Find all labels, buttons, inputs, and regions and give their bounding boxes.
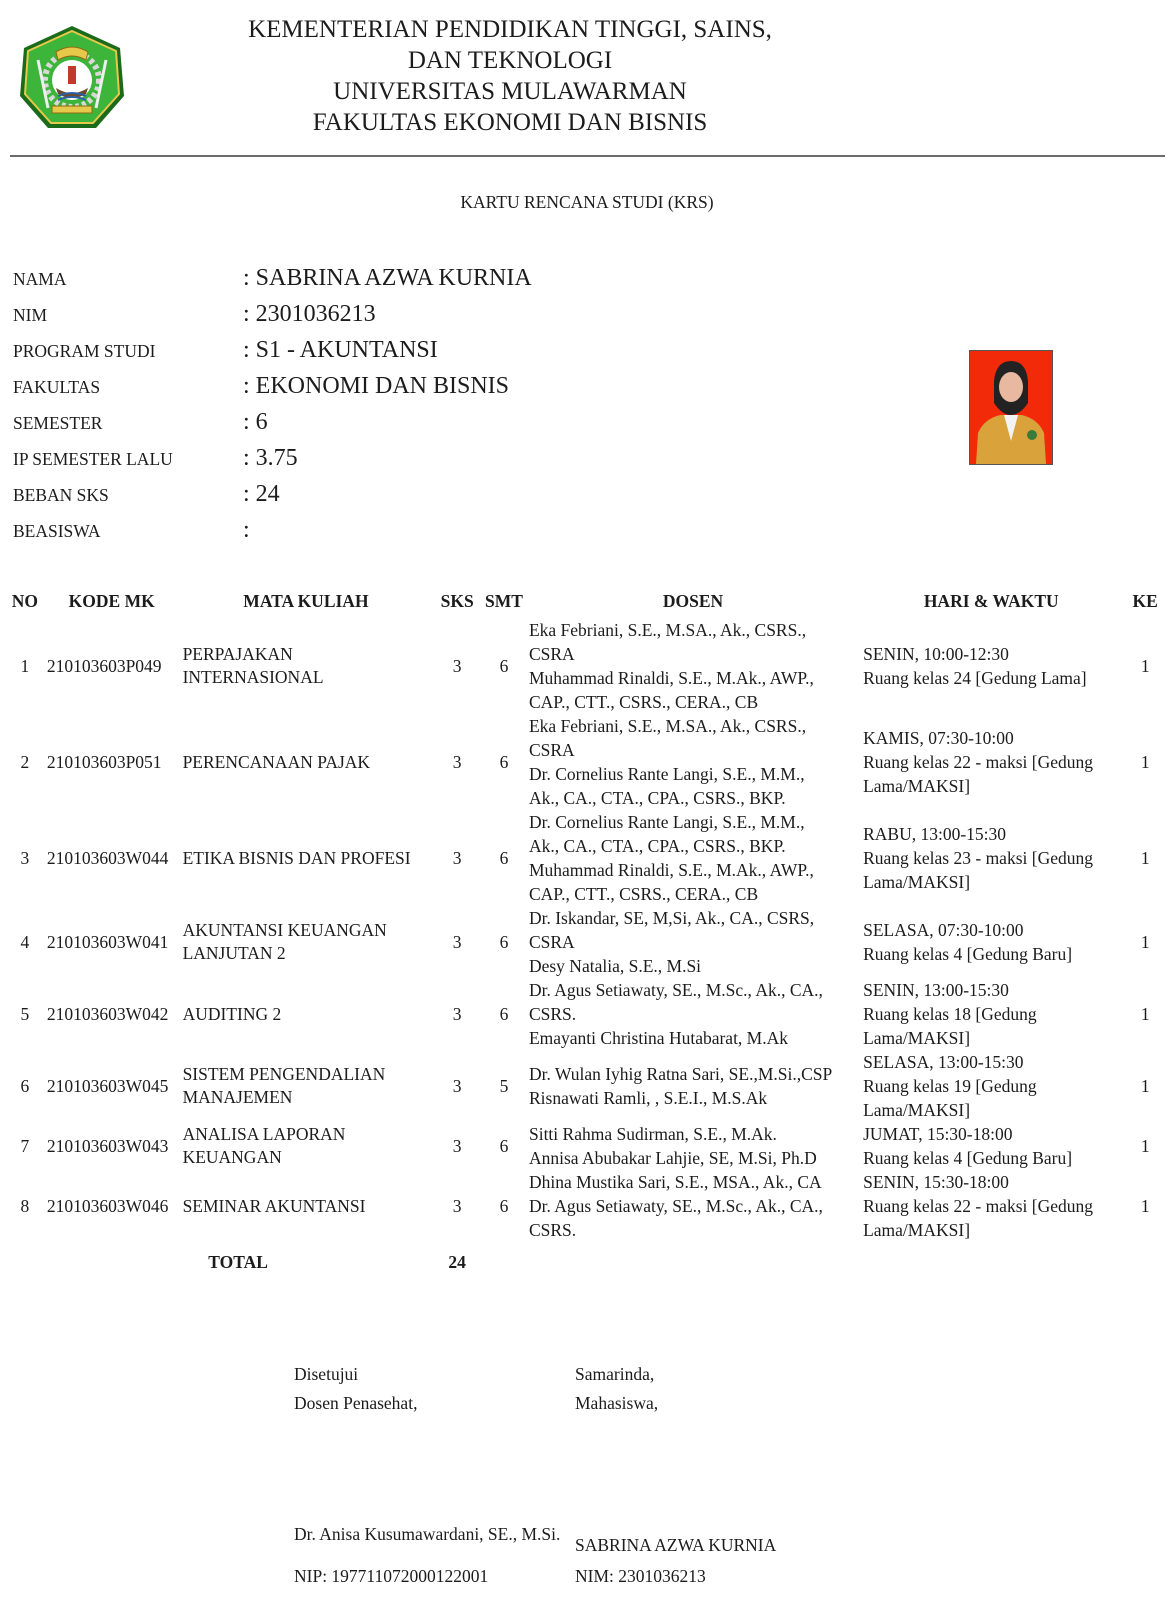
row-no: 8: [20, 1196, 30, 1216]
institution-header: [190, 14, 830, 138]
course-name: [180, 978, 433, 1050]
schedule: [860, 714, 1122, 810]
course-semester: 6: [499, 1196, 509, 1216]
lecturers: [526, 810, 860, 906]
student-signature-block: [575, 1360, 658, 1418]
header-sks: SKS: [440, 590, 474, 611]
student-signature-nim: NIM: 2301036213: [575, 1566, 706, 1586]
schedule-line: Ruang kelas 23 - maksi [Gedung: [863, 848, 1093, 868]
course-name: [180, 714, 433, 810]
course-sks: 3: [452, 1196, 462, 1216]
schedule-line: Ruang kelas 19 [Gedung: [863, 1076, 1037, 1096]
schedule-line: Ruang kelas 18 [Gedung: [863, 1004, 1037, 1024]
info-label: PROGRAM STUDI: [13, 341, 156, 361]
total-sks: 24: [448, 1252, 466, 1272]
row-no: 6: [20, 1076, 30, 1096]
row-no: 5: [20, 1004, 30, 1024]
course-code: 210103603W042: [46, 1004, 169, 1024]
course-name: [180, 906, 433, 978]
course-code: 210103603W046: [46, 1196, 169, 1216]
course-semester: 6: [499, 656, 509, 676]
info-value: : 3.75: [243, 445, 298, 471]
course-name-line: AKUNTANSI KEUANGAN: [182, 920, 387, 940]
course-name-line: PERENCANAAN PAJAK: [182, 751, 371, 772]
lecturer-line: Dr. Iskandar, SE, M,Si, Ak., CA., CSRS,: [528, 908, 815, 928]
course-name-line: ETIKA BISNIS DAN PROFESI: [182, 847, 411, 868]
info-label: NAMA: [13, 269, 67, 289]
meeting-count: 1: [1140, 1196, 1150, 1216]
student-signature-name: SABRINA AZWA KURNIA: [575, 1535, 777, 1555]
info-value: : 24: [243, 481, 280, 507]
schedule-line: Lama/MAKSI]: [863, 1220, 971, 1240]
schedule-line: Ruang kelas 22 - maksi [Gedung: [863, 752, 1093, 772]
header-line-ministry-1: KEMENTERIAN PENDIDIKAN TINGGI, SAINS,: [248, 16, 772, 43]
lecturer-line: CSRS.: [528, 1220, 577, 1240]
table-row: [6, 714, 1168, 810]
schedule-line: KAMIS, 07:30-10:00: [863, 728, 1014, 748]
meeting-count: 1: [1140, 656, 1150, 676]
meeting-count: 1: [1140, 1004, 1150, 1024]
row-no: 7: [20, 1136, 30, 1156]
course-table: [6, 588, 1168, 1274]
student-role: Mahasiswa,: [575, 1393, 659, 1413]
schedule: [860, 906, 1122, 978]
student-photo: [969, 350, 1053, 465]
schedule-line: Ruang kelas 4 [Gedung Baru]: [863, 944, 1073, 964]
course-semester: 5: [499, 1076, 509, 1096]
course-semester: 6: [499, 752, 509, 772]
lecturer-line: Dr. Wulan Iyhig Ratna Sari, SE.,M.Si.,CSP: [528, 1064, 833, 1084]
advisor-role: Dosen Penasehat,: [294, 1393, 418, 1413]
course-name-line: LANJUTAN 2: [182, 943, 286, 963]
lecturer-line: Ak., CA., CTA., CPA., CSRS., BKP.: [528, 788, 786, 808]
course-semester: 6: [499, 932, 509, 952]
meeting-count: 1: [1140, 848, 1150, 868]
table-row: [6, 1122, 1168, 1170]
course-semester: 6: [499, 1136, 509, 1156]
university-crest-icon: [16, 22, 128, 134]
lecturers: [526, 618, 860, 714]
schedule-line: SENIN, 15:30-18:00: [863, 1172, 1009, 1192]
total-row: [6, 1242, 1168, 1274]
lecturer-line: Risnawati Ramli, , S.E.I., M.S.Ak: [528, 1088, 768, 1108]
meeting-count: 1: [1140, 1076, 1150, 1096]
row-no: 3: [20, 848, 30, 868]
schedule-line: RABU, 13:00-15:30: [863, 824, 1007, 844]
row-no: 4: [20, 932, 30, 952]
advisor-approval: [294, 1360, 417, 1418]
lecturer-line: CAP., CTT., CSRS., CERA., CB: [528, 692, 759, 712]
meeting-count: 1: [1140, 1136, 1150, 1156]
course-sks: 3: [452, 1136, 462, 1156]
header-kode-mk: KODE MK: [68, 590, 155, 611]
lecturer-line: CSRA: [528, 740, 575, 760]
course-code: 210103603P049: [46, 656, 162, 676]
schedule: [860, 1170, 1122, 1242]
total-label: TOTAL: [208, 1252, 268, 1272]
course-name: [180, 1170, 433, 1242]
info-label: BEASISWA: [13, 521, 101, 541]
schedule-line: JUMAT, 15:30-18:00: [863, 1124, 1013, 1144]
course-name-line: INTERNASIONAL: [182, 667, 324, 687]
meeting-count: 1: [1140, 752, 1150, 772]
schedule-line: Lama/MAKSI]: [863, 1100, 971, 1120]
course-sks: 3: [452, 752, 462, 772]
lecturer-line: CAP., CTT., CSRS., CERA., CB: [528, 884, 759, 904]
course-semester: 6: [499, 1004, 509, 1024]
lecturers: [526, 714, 860, 810]
table-row: [6, 906, 1168, 978]
advisor-name: Dr. Anisa Kusumawardani, SE., M.Si.: [294, 1524, 561, 1544]
course-name-line: ANALISA LAPORAN: [182, 1124, 346, 1144]
course-name: [180, 618, 433, 714]
schedule-line: SELASA, 07:30-10:00: [863, 920, 1024, 940]
course-name-line: SEMINAR AKUNTANSI: [182, 1195, 366, 1216]
header-line-university: UNIVERSITAS MULAWARMAN: [333, 78, 687, 105]
schedule: [860, 1050, 1122, 1122]
course-name-line: AUDITING 2: [182, 1003, 282, 1024]
lecturer-line: Dr. Cornelius Rante Langi, S.E., M.M.,: [528, 764, 805, 784]
lecturer-line: Ak., CA., CTA., CPA., CSRS., BKP.: [528, 836, 786, 856]
lecturer-line: Dr. Agus Setiawaty, SE., M.Sc., Ak., CA.,: [528, 980, 823, 1000]
table-row: [6, 1170, 1168, 1242]
course-name-line: SISTEM PENGENDALIAN: [182, 1064, 386, 1084]
lecturer-line: Eka Febriani, S.E., M.SA., Ak., CSRS.,: [528, 716, 807, 736]
schedule-line: Lama/MAKSI]: [863, 872, 971, 892]
course-code: 210103603W045: [46, 1076, 169, 1096]
lecturer-line: Eka Febriani, S.E., M.SA., Ak., CSRS.,: [528, 620, 807, 640]
course-name: [180, 810, 433, 906]
course-code: 210103603W041: [46, 932, 169, 952]
info-label: IP SEMESTER LALU: [13, 449, 173, 469]
lecturer-line: Dr. Agus Setiawaty, SE., M.Sc., Ak., CA.,: [528, 1196, 823, 1216]
table-header-row: [6, 588, 1168, 618]
info-value: : S1 - AKUNTANSI: [243, 337, 438, 363]
header-divider: [10, 155, 1165, 157]
info-label: BEBAN SKS: [13, 485, 109, 505]
info-label: FAKULTAS: [13, 377, 101, 397]
lecturer-line: CSRA: [528, 932, 575, 952]
course-sks: 3: [452, 1004, 462, 1024]
schedule-line: SENIN, 13:00-15:30: [863, 980, 1009, 1000]
course-name-line: MANAJEMEN: [182, 1087, 293, 1107]
info-label: NIM: [13, 305, 48, 325]
course-sks: 3: [452, 848, 462, 868]
lecturer-line: Sitti Rahma Sudirman, S.E., M.Ak.: [528, 1124, 777, 1144]
lecturers: [526, 906, 860, 978]
course-semester: 6: [499, 848, 509, 868]
header-hari-waktu: HARI & WAKTU: [923, 590, 1059, 611]
course-name-line: KEUANGAN: [182, 1147, 282, 1167]
course-name-line: PERPAJAKAN: [182, 644, 293, 664]
course-sks: 3: [452, 1076, 462, 1096]
schedule: [860, 618, 1122, 714]
info-value: : 2301036213: [243, 301, 376, 327]
header-no: NO: [11, 590, 39, 611]
lecturer-line: Dhina Mustika Sari, S.E., MSA., Ak., CA: [528, 1172, 822, 1192]
table-row: [6, 618, 1168, 714]
lecturer-line: CSRS.: [528, 1004, 577, 1024]
schedule: [860, 978, 1122, 1050]
lecturer-line: Muhammad Rinaldi, S.E., M.Ak., AWP.,: [528, 860, 814, 880]
info-label: SEMESTER: [13, 413, 103, 433]
info-value: : EKONOMI DAN BISNIS: [243, 373, 510, 399]
info-value: : SABRINA AZWA KURNIA: [243, 265, 532, 291]
lecturer-line: Muhammad Rinaldi, S.E., M.Ak., AWP.,: [528, 668, 814, 688]
header-line-ministry-2: DAN TEKNOLOGI: [407, 47, 613, 74]
signature-place: Samarinda,: [575, 1364, 655, 1384]
document-title: KARTU RENCANA STUDI (KRS): [460, 192, 714, 212]
schedule-line: Lama/MAKSI]: [863, 1028, 971, 1048]
schedule-line: Ruang kelas 24 [Gedung Lama]: [863, 668, 1087, 688]
schedule-line: SELASA, 13:00-15:30: [863, 1052, 1024, 1072]
approval-label: Disetujui: [294, 1364, 359, 1384]
meeting-count: 1: [1140, 932, 1150, 952]
course-name: [180, 1122, 433, 1170]
course-sks: 3: [452, 656, 462, 676]
table-row: [6, 1050, 1168, 1122]
table-row: [6, 978, 1168, 1050]
course-name: [180, 1050, 433, 1122]
header-mata-kuliah: MATA KULIAH: [243, 590, 369, 611]
row-no: 2: [20, 752, 30, 772]
schedule-line: SENIN, 10:00-12:30: [863, 644, 1009, 664]
lecturer-line: CSRA: [528, 644, 575, 664]
course-code: 210103603W043: [46, 1136, 169, 1156]
course-code: 210103603W044: [46, 848, 169, 868]
table-row: [6, 810, 1168, 906]
lecturer-line: Annisa Abubakar Lahjie, SE, M.Si, Ph.D: [528, 1148, 817, 1168]
course-sks: 3: [452, 932, 462, 952]
advisor-nip: NIP: 197711072000122001: [294, 1566, 489, 1586]
lecturer-line: Desy Natalia, S.E., M.Si: [528, 956, 702, 976]
header-ke: KE: [1132, 590, 1158, 611]
row-no: 1: [20, 656, 30, 676]
info-value: : 6: [243, 409, 268, 435]
lecturers: [526, 1050, 860, 1122]
header-smt: SMT: [485, 590, 523, 611]
schedule-line: Lama/MAKSI]: [863, 776, 971, 796]
schedule-line: Ruang kelas 22 - maksi [Gedung: [863, 1196, 1093, 1216]
lecturers: [526, 978, 860, 1050]
schedule-line: Ruang kelas 4 [Gedung Baru]: [863, 1148, 1073, 1168]
course-code: 210103603P051: [46, 752, 162, 772]
schedule: [860, 810, 1122, 906]
header-line-faculty: FAKULTAS EKONOMI DAN BISNIS: [312, 109, 708, 136]
lecturer-line: Dr. Cornelius Rante Langi, S.E., M.M.,: [528, 812, 805, 832]
lecturer-line: Emayanti Christina Hutabarat, M.Ak: [528, 1028, 789, 1048]
info-value: :: [243, 517, 250, 543]
lecturers: [526, 1170, 860, 1242]
header-dosen: DOSEN: [662, 590, 724, 611]
schedule: [860, 1122, 1122, 1170]
lecturers: [526, 1122, 860, 1170]
